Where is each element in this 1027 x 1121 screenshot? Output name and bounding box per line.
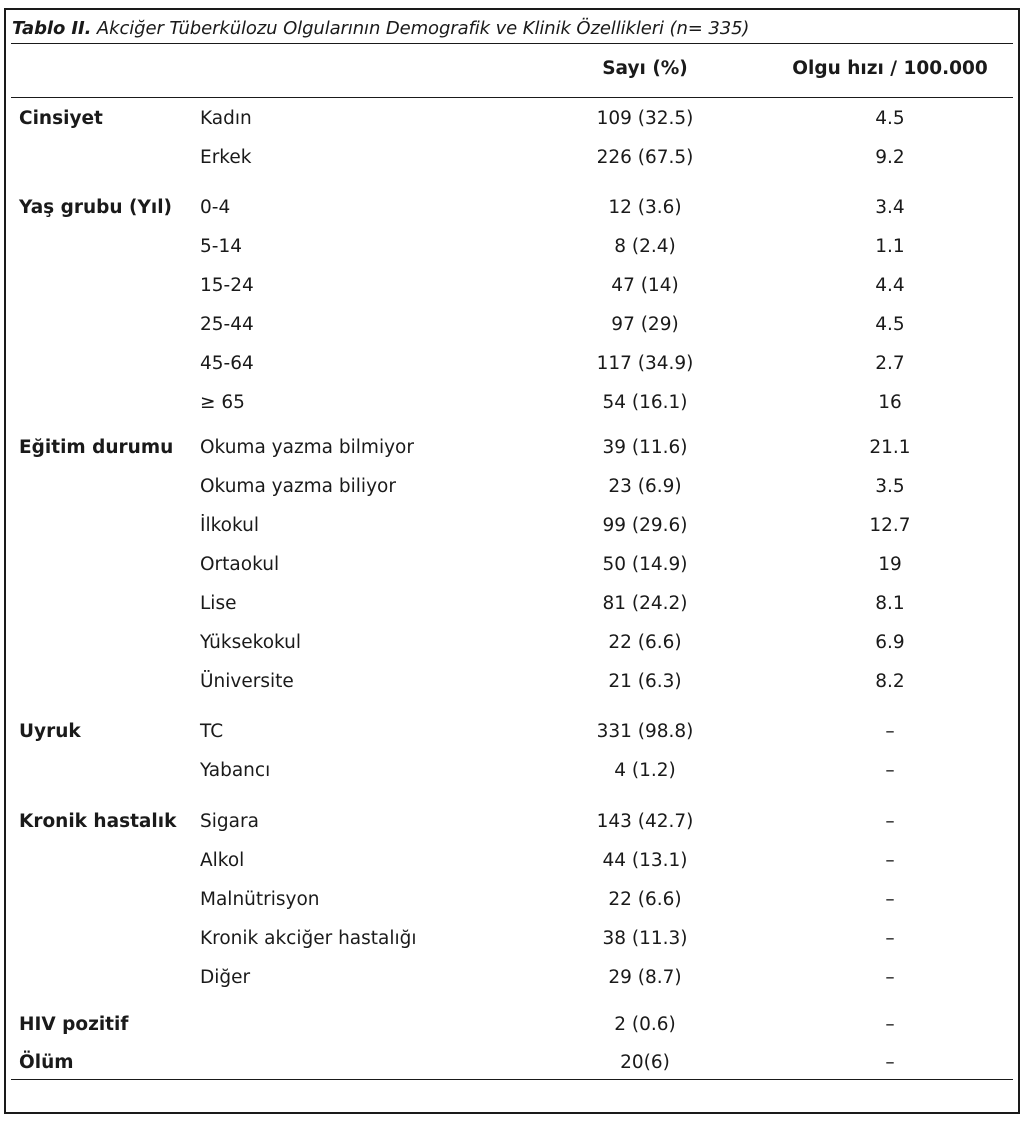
row-rate-value: – bbox=[885, 811, 895, 832]
row-subgroup-label: 15-24 bbox=[200, 275, 254, 296]
row-count-value: 22 (6.6) bbox=[608, 632, 682, 653]
row-rate-value: 3.5 bbox=[875, 476, 905, 497]
header-count: Sayı (%) bbox=[602, 58, 688, 79]
row-subgroup-label: Yüksekokul bbox=[200, 632, 302, 653]
row-rate-value: – bbox=[885, 1052, 895, 1073]
row-count-value: 81 (24.2) bbox=[602, 593, 688, 614]
row-subgroup-label: Okuma yazma bilmiyor bbox=[200, 437, 414, 458]
row-rate-value: – bbox=[885, 721, 895, 742]
row-group-label: HIV pozitif bbox=[19, 1014, 129, 1035]
row-count-value: 97 (29) bbox=[611, 314, 679, 335]
row-rate-value: 4.4 bbox=[875, 275, 905, 296]
row-subgroup-label: 25-44 bbox=[200, 314, 254, 335]
row-count-value: 8 (2.4) bbox=[614, 236, 676, 257]
row-subgroup-label: Malnütrisyon bbox=[200, 889, 320, 910]
row-count-value: 226 (67.5) bbox=[596, 147, 694, 168]
row-rate-value: 19 bbox=[878, 554, 902, 575]
row-subgroup-label: İlkokul bbox=[200, 515, 259, 536]
row-subgroup-label: Okuma yazma biliyor bbox=[200, 476, 396, 497]
row-rate-value: 16 bbox=[878, 392, 902, 413]
row-rate-value: 3.4 bbox=[875, 197, 905, 218]
row-subgroup-label: Lise bbox=[200, 593, 237, 614]
row-rate-value: 8.1 bbox=[875, 593, 905, 614]
row-subgroup-label: Diğer bbox=[200, 967, 251, 988]
row-rate-value: 1.1 bbox=[875, 236, 905, 257]
row-subgroup-label: Kadın bbox=[200, 108, 252, 129]
row-subgroup-label: Sigara bbox=[200, 811, 259, 832]
row-rate-value: 6.9 bbox=[875, 632, 905, 653]
row-subgroup-label: 0-4 bbox=[200, 197, 231, 218]
row-count-value: 4 (1.2) bbox=[614, 760, 676, 781]
row-count-value: 12 (3.6) bbox=[608, 197, 682, 218]
row-subgroup-label: Kronik akciğer hastalığı bbox=[200, 928, 417, 949]
row-group-label: Kronik hastalık bbox=[19, 811, 177, 832]
header-rate: Olgu hızı / 100.000 bbox=[792, 58, 988, 79]
row-subgroup-label: Üniversite bbox=[200, 671, 294, 692]
row-rate-value: 12.7 bbox=[869, 515, 911, 536]
row-count-value: 109 (32.5) bbox=[596, 108, 694, 129]
row-rate-value: – bbox=[885, 928, 895, 949]
row-count-value: 54 (16.1) bbox=[602, 392, 688, 413]
header-rule bbox=[11, 97, 1013, 98]
row-subgroup-label: Alkol bbox=[200, 850, 245, 871]
row-count-value: 29 (8.7) bbox=[608, 967, 682, 988]
row-group-label: Ölüm bbox=[19, 1052, 74, 1073]
row-subgroup-label: ≥ 65 bbox=[200, 392, 245, 413]
row-subgroup-label: Yabancı bbox=[200, 760, 271, 781]
row-group-label: Cinsiyet bbox=[19, 108, 103, 129]
row-count-value: 47 (14) bbox=[611, 275, 679, 296]
row-count-value: 38 (11.3) bbox=[602, 928, 688, 949]
row-subgroup-label: Ortaokul bbox=[200, 554, 280, 575]
caption-text: Akciğer Tüberkülozu Olgularının Demografik ve Klinik Özellikleri (n= 335) bbox=[91, 18, 750, 39]
row-rate-value: 4.5 bbox=[875, 314, 905, 335]
row-count-value: 23 (6.9) bbox=[608, 476, 682, 497]
row-count-value: 44 (13.1) bbox=[602, 850, 688, 871]
row-count-value: 22 (6.6) bbox=[608, 889, 682, 910]
row-count-value: 50 (14.9) bbox=[602, 554, 688, 575]
row-subgroup-label: 45-64 bbox=[200, 353, 254, 374]
row-subgroup-label: TC bbox=[200, 721, 224, 742]
row-rate-value: 21.1 bbox=[869, 437, 911, 458]
row-rate-value: – bbox=[885, 889, 895, 910]
row-rate-value: – bbox=[885, 967, 895, 988]
row-rate-value: 4.5 bbox=[875, 108, 905, 129]
row-count-value: 20(6) bbox=[620, 1052, 670, 1073]
row-rate-value: 8.2 bbox=[875, 671, 905, 692]
row-count-value: 99 (29.6) bbox=[602, 515, 688, 536]
row-group-label: Yaş grubu (Yıl) bbox=[19, 197, 173, 218]
row-rate-value: – bbox=[885, 1014, 895, 1035]
row-rate-value: – bbox=[885, 760, 895, 781]
row-group-label: Eğitim durumu bbox=[19, 437, 174, 458]
row-rate-value: 2.7 bbox=[875, 353, 905, 374]
caption-label: Tablo II. bbox=[12, 18, 92, 39]
row-count-value: 21 (6.3) bbox=[608, 671, 682, 692]
row-count-value: 143 (42.7) bbox=[596, 811, 694, 832]
row-rate-value: 9.2 bbox=[875, 147, 905, 168]
row-subgroup-label: 5-14 bbox=[200, 236, 242, 257]
row-count-value: 39 (11.6) bbox=[602, 437, 688, 458]
bottom-rule bbox=[11, 1079, 1013, 1080]
row-subgroup-label: Erkek bbox=[200, 147, 252, 168]
row-count-value: 117 (34.9) bbox=[596, 353, 694, 374]
row-count-value: 331 (98.8) bbox=[596, 721, 694, 742]
row-count-value: 2 (0.6) bbox=[614, 1014, 676, 1035]
table-caption bbox=[12, 18, 749, 39]
row-rate-value: – bbox=[885, 850, 895, 871]
caption-rule bbox=[11, 43, 1013, 44]
row-group-label: Uyruk bbox=[19, 721, 81, 742]
